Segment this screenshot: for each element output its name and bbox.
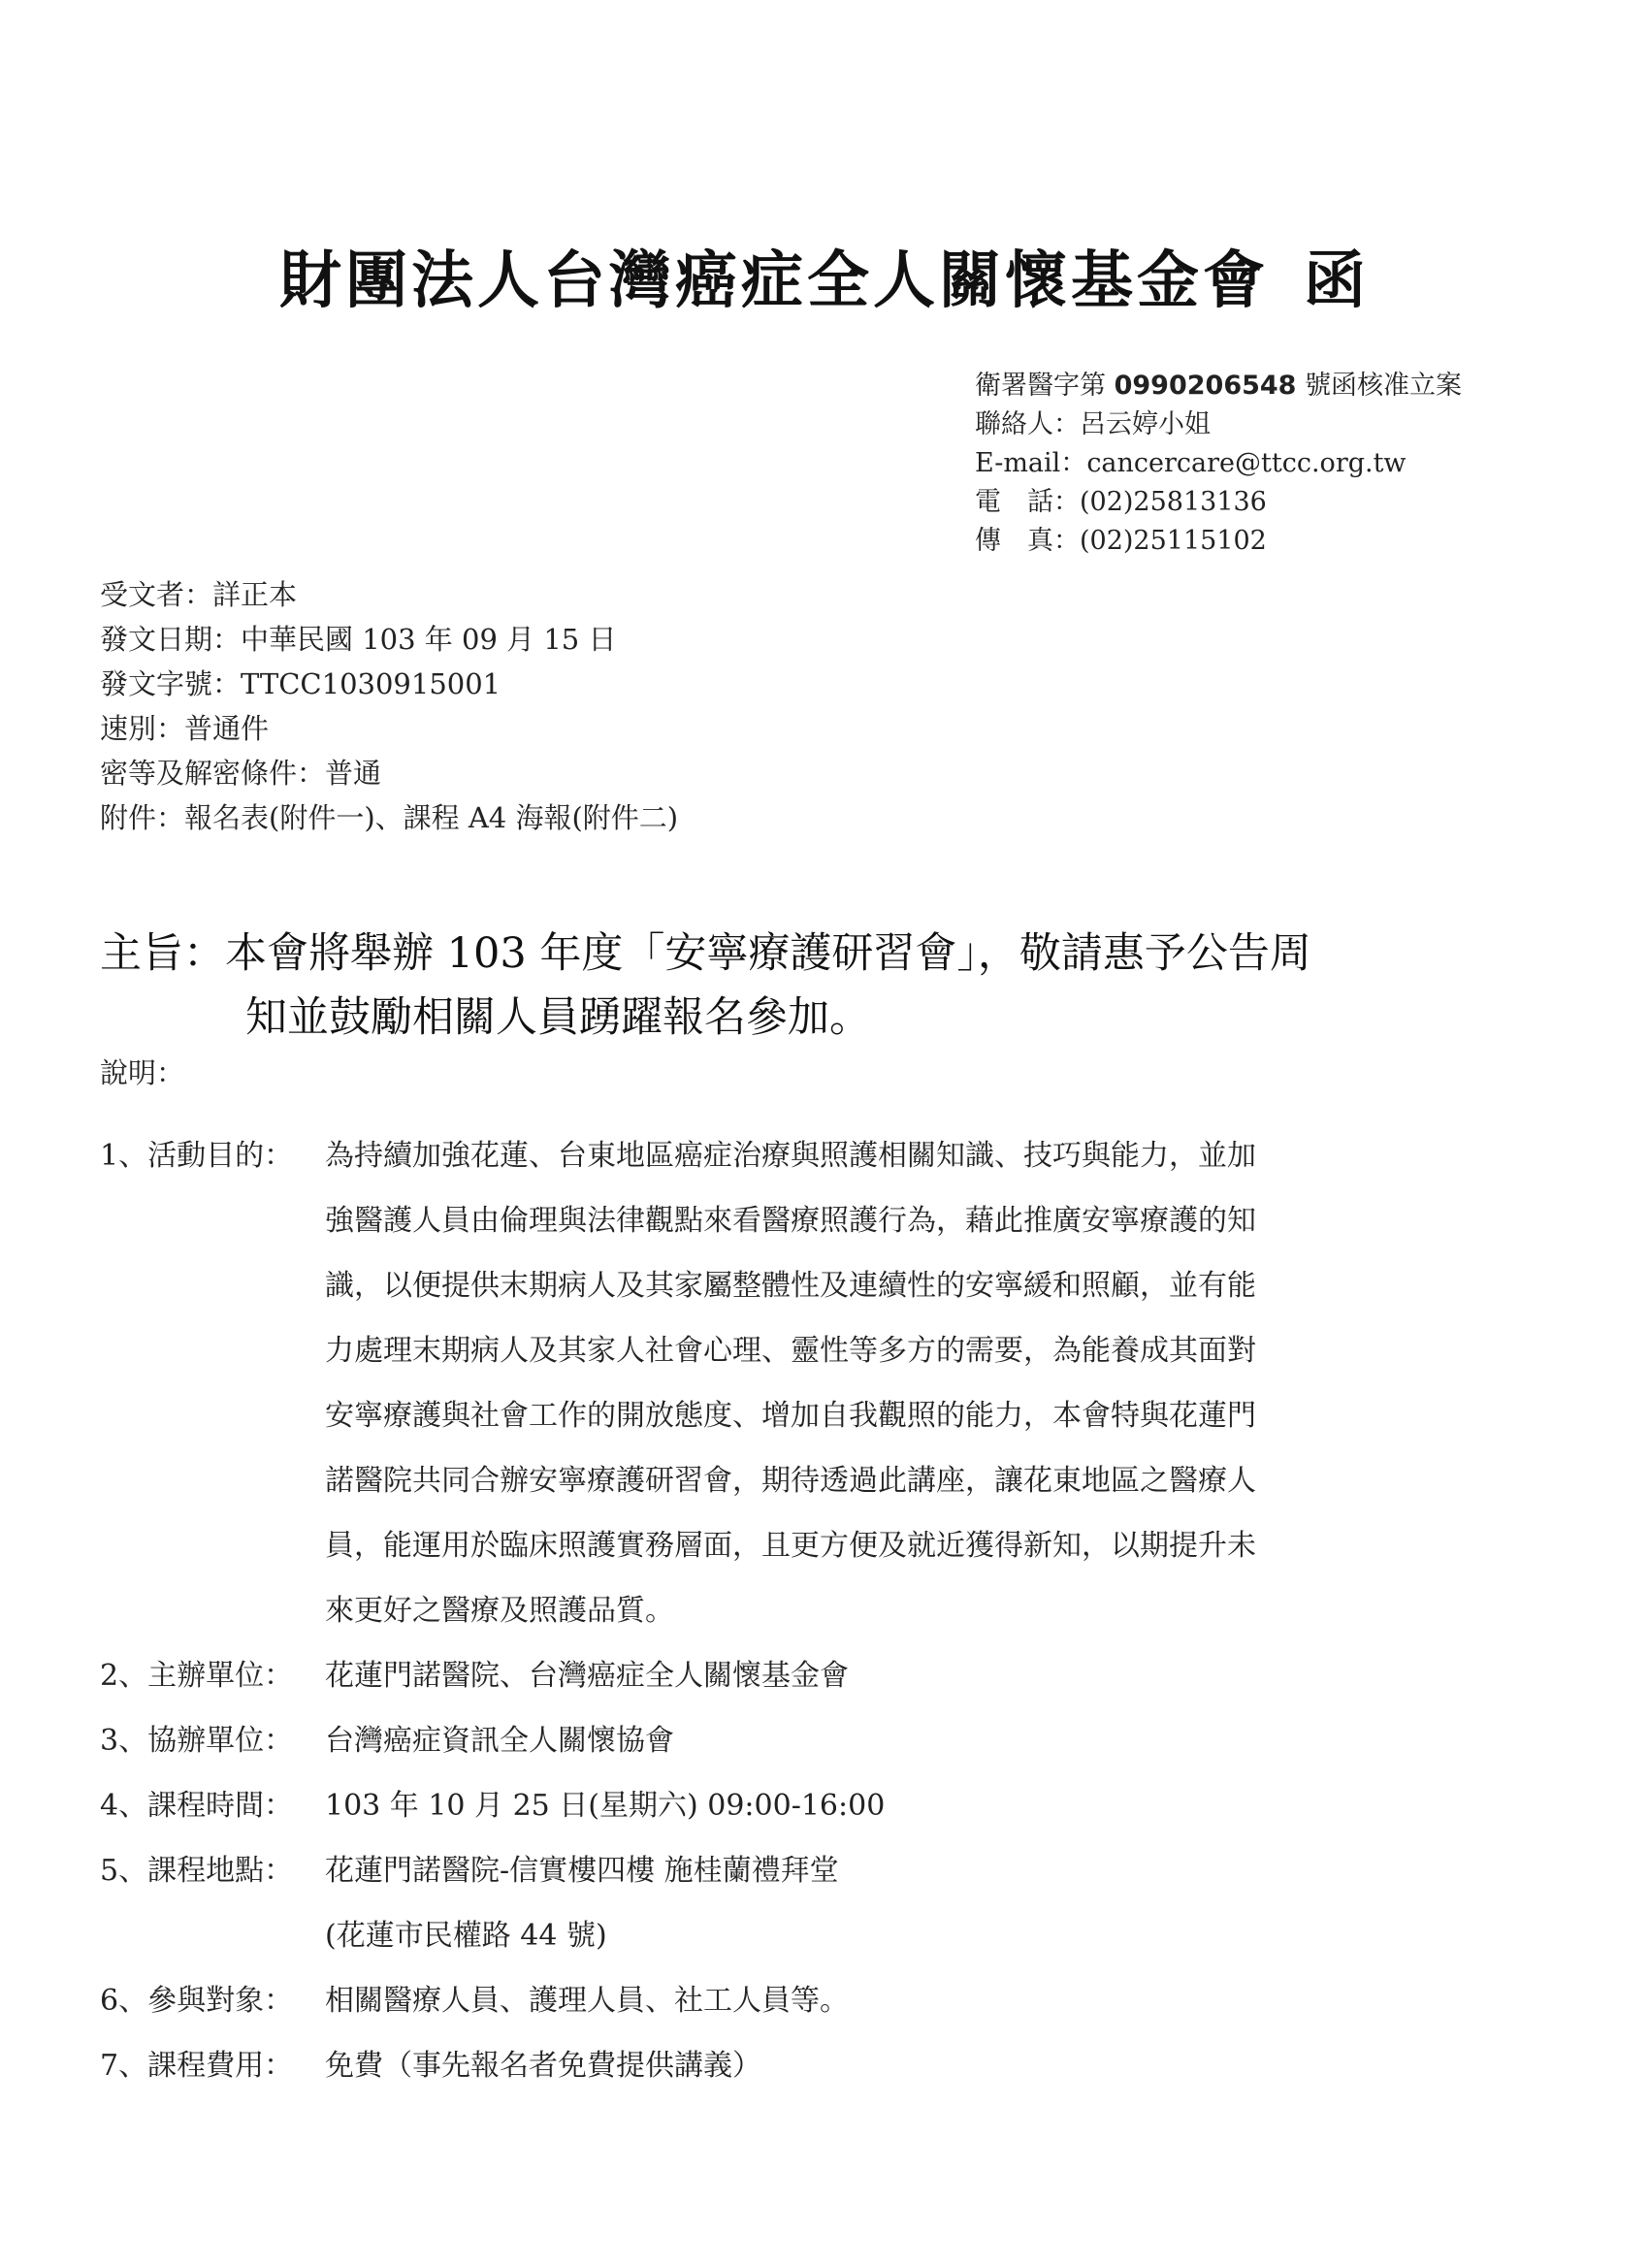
subject-line-2: 知並鼓勵相關人員踴躍報名參加。 xyxy=(245,993,871,1042)
item-label: 1、活動目的： xyxy=(100,1139,294,1173)
subject-line-1: 主旨：本會將舉辦 103 年度「安寧療護研習會」，敬請惠予公告周 xyxy=(100,929,1311,978)
item-label: 5、課程地點： xyxy=(100,1854,294,1888)
recipient-line: 受文者：詳正本 xyxy=(100,578,298,611)
issue-date-line: 發文日期：中華民國 103 年 09 月 15 日 xyxy=(100,623,617,656)
item-label: 7、課程費用： xyxy=(100,2049,294,2083)
item-participants: 6、參與對象： 相關醫療人員、護理人員、社工人員等。 xyxy=(100,1978,1256,2043)
item-purpose: 1、活動目的： 為持續加強花蓮、台東地區癌症治療與照護相關知識、技巧與能力，並加 強醫護人員由倫理與法律觀點來看醫療照護行為，藉此推廣安寧療護的知 識，以便提供末期病人及其家屬整體性及連續性的安寧緩和照顧，並有能 力處理末期病人及其家人社會心理、靈性等多方的需要，為能養成其面對 安寧療護與社會工作的開放態度、增加自我觀照的能力，本會特與花蓮門 諾醫院共同合辦安寧療護研習會，期待透過此講座，讓花東地區之醫療人 員，能運用於臨床照護實務層面，且更方便及就近獲得新知，以期提升未 來更好之醫療及照護品質。 xyxy=(100,1133,1256,1653)
doc-number-line: 發文字號：TTCC1030915001 xyxy=(100,667,501,700)
item-label: 4、課程時間： xyxy=(100,1789,294,1823)
item-organizer: 2、主辦單位： 花蓮門諾醫院、台灣癌症全人關懷基金會 xyxy=(100,1653,1256,1718)
item-course-fee: 7、課程費用： 免費（事先報名者免費提供講義） xyxy=(100,2043,1256,2108)
document-meta xyxy=(100,572,678,840)
approval-number: 0990206548 xyxy=(1114,371,1297,401)
item-course-location: 5、課程地點： 花蓮門諾醫院-信實樓四樓 施桂蘭禮拜堂 (花蓮市民權路 44 號) xyxy=(100,1848,1256,1978)
org-name: 財團法人台灣癌症全人關懷基金會 xyxy=(279,245,1269,317)
explanation-items xyxy=(100,1133,1256,2108)
item-course-time: 4、課程時間： 103 年 10 月 25 日(星期六) 09:00-16:00 xyxy=(100,1783,1256,1848)
secrecy-line: 密等及解密條件：普通 xyxy=(100,757,382,790)
subject-label: 主旨： xyxy=(100,929,225,978)
item-label: 3、協辦單位： xyxy=(100,1724,294,1758)
item-label: 2、主辦單位： xyxy=(100,1659,294,1693)
document-title xyxy=(0,231,1649,320)
contact-person: 聯絡人：呂云婷小姐 xyxy=(975,409,1211,439)
item-label: 6、參與對象： xyxy=(100,1984,294,2018)
speed-line: 速別：普通件 xyxy=(100,712,270,745)
contact-fax: 傳 真：(02)25115102 xyxy=(975,526,1267,556)
subject-block xyxy=(100,922,1536,1050)
attachment-line: 附件：報名表(附件一)、課程 A4 海報(附件二) xyxy=(100,801,679,834)
item-co-organizer: 3、協辦單位： 台灣癌症資訊全人關懷協會 xyxy=(100,1718,1256,1783)
contact-email: E-mail：cancercare@ttcc.org.tw xyxy=(975,448,1406,478)
contact-phone: 電 話：(02)25813136 xyxy=(975,487,1267,517)
contact-block xyxy=(975,367,1462,561)
approval-line: 衛署醫字第 0990206548 號函核准立案 xyxy=(975,371,1463,401)
doc-type: 函 xyxy=(1304,245,1370,317)
explanation-label: 說明： xyxy=(100,1056,185,1089)
